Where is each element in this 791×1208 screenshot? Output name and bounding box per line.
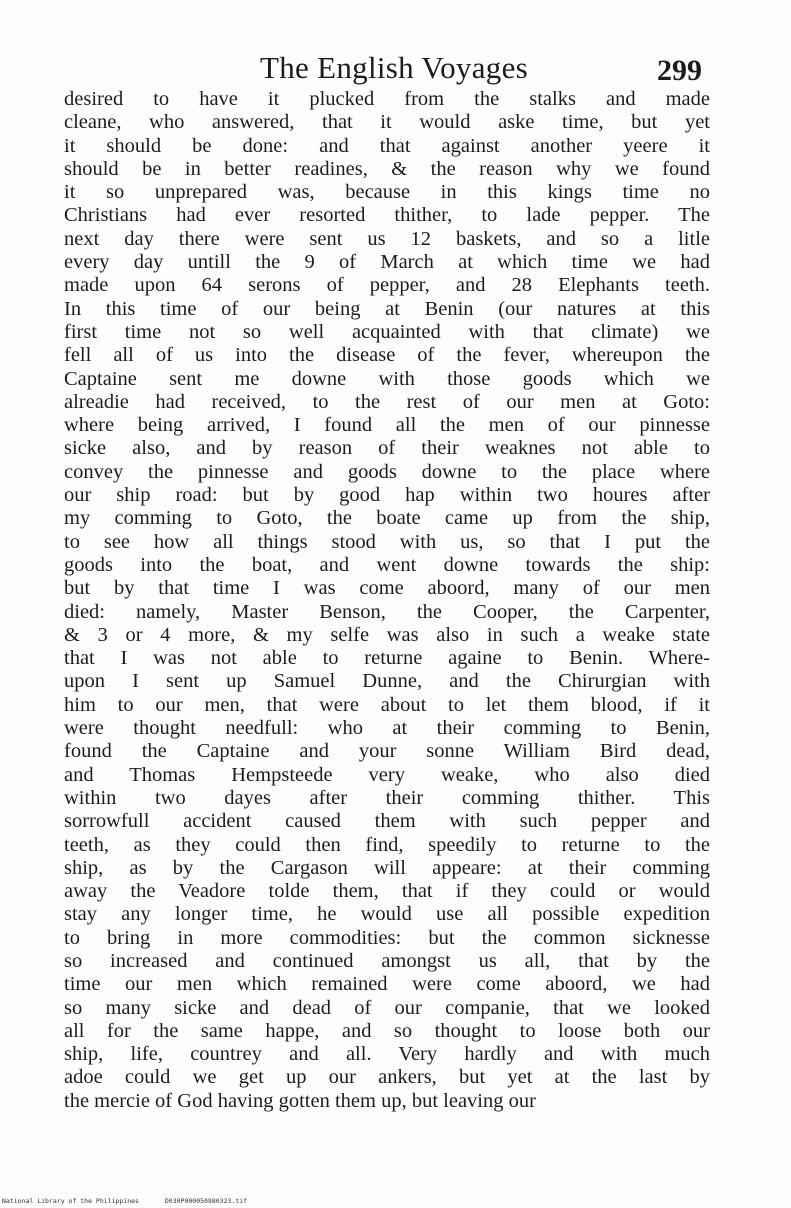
text-line: so increased and continued amongst us all, that by the xyxy=(64,949,710,972)
text-line: were thought needfull: who at their comming to Benin, xyxy=(64,717,710,740)
text-line: sorrowfull accident caused them with such pepper and xyxy=(64,810,710,833)
text-line: it should be done: and that against another yeere it xyxy=(64,134,710,157)
text-line: to bring in more commodities: but the common sicknesse xyxy=(64,926,710,949)
body-text xyxy=(64,88,710,1113)
text-line: where being arrived, I found all the men of our pinnesse xyxy=(64,414,710,437)
text-line: fell all of us into the disease of the fever, whereupon the xyxy=(64,344,710,367)
running-title: The English Voyages xyxy=(259,50,529,85)
text-line: our ship road: but by good hap within two houres after xyxy=(64,484,710,507)
text-line: Captaine sent me downe with those goods which we xyxy=(64,367,710,390)
library-credit: National Library of the Philippines xyxy=(2,1197,139,1205)
text-line: so many sicke and dead of our companie, that we looked xyxy=(64,996,710,1019)
text-line: my comming to Goto, the boate came up from the ship, xyxy=(64,507,710,530)
text-line: & 3 or 4 more, & my selfe was also in such a weake state xyxy=(64,623,710,646)
text-line: first time not so well acquainted with that climate) we xyxy=(64,320,710,343)
page-number: 299 xyxy=(657,54,702,87)
text-line: that I was not able to returne againe to Benin. Where- xyxy=(64,647,710,670)
text-line: desired to have it plucked from the stalks and made xyxy=(64,88,710,110)
text-line: him to our men, that were about to let them blood, if it xyxy=(64,693,710,716)
text-line: died: namely, Master Benson, the Cooper, the Carpenter, xyxy=(64,600,710,623)
running-head xyxy=(64,50,724,90)
text-line: to see how all things stood with us, so that I put the xyxy=(64,530,710,553)
text-line: found the Captaine and your sonne William Bird dead, xyxy=(64,740,710,763)
text-line: all for the same happe, and so thought to loose both our xyxy=(64,1019,710,1042)
text-line: sicke also, and by reason of their weaknes not able to xyxy=(64,437,710,460)
text-line: convey the pinnesse and goods downe to the place where xyxy=(64,460,710,483)
text-line: cleane, who answered, that it would aske time, but yet xyxy=(64,111,710,134)
text-line: made upon 64 serons of pepper, and 28 Elephants teeth. xyxy=(64,274,710,297)
text-line: Christians had ever resorted thither, to lade pepper. The xyxy=(64,204,710,227)
text-line: should be in better readines, & the reason why we found xyxy=(64,157,710,180)
text-line: ship, as by the Cargason will appeare: at their comming xyxy=(64,856,710,879)
text-line: and Thomas Hempsteede very weake, who also died xyxy=(64,763,710,786)
text-line: away the Veadore tolde them, that if they could or would xyxy=(64,880,710,903)
text-line: time our men which remained were come aboord, we had xyxy=(64,973,710,996)
text-line: stay any longer time, he would use all possible expedition xyxy=(64,903,710,926)
text-line: but by that time I was come aboord, many of our men xyxy=(64,577,710,600)
text-line: goods into the boat, and went downe towards the ship: xyxy=(64,553,710,576)
text-line: every day untill the 9 of March at which time we had xyxy=(64,251,710,274)
text-line: next day there were sent us 12 baskets, and so a litle xyxy=(64,227,710,250)
text-line: In this time of our being at Benin (our natures at this xyxy=(64,297,710,320)
text-line: it so unprepared was, because in this kings time no xyxy=(64,181,710,204)
text-line: upon I sent up Samuel Dunne, and the Chirurgian with xyxy=(64,670,710,693)
text-line: the mercie of God having gotten them up, but leaving our xyxy=(64,1089,536,1112)
text-line: adoe could we get up our ankers, but yet at the last by xyxy=(64,1066,710,1089)
text-line: alreadie had received, to the rest of our men at Goto: xyxy=(64,390,710,413)
scan-file-id: D030P000050980323.tif xyxy=(164,1197,248,1205)
text-line: within two dayes after their comming thither. This xyxy=(64,786,710,809)
text-line: teeth, as they could then find, speedily to returne to the xyxy=(64,833,710,856)
scan-footer xyxy=(2,1197,247,1205)
text-line: ship, life, countrey and all. Very hardly and with much xyxy=(64,1043,710,1066)
